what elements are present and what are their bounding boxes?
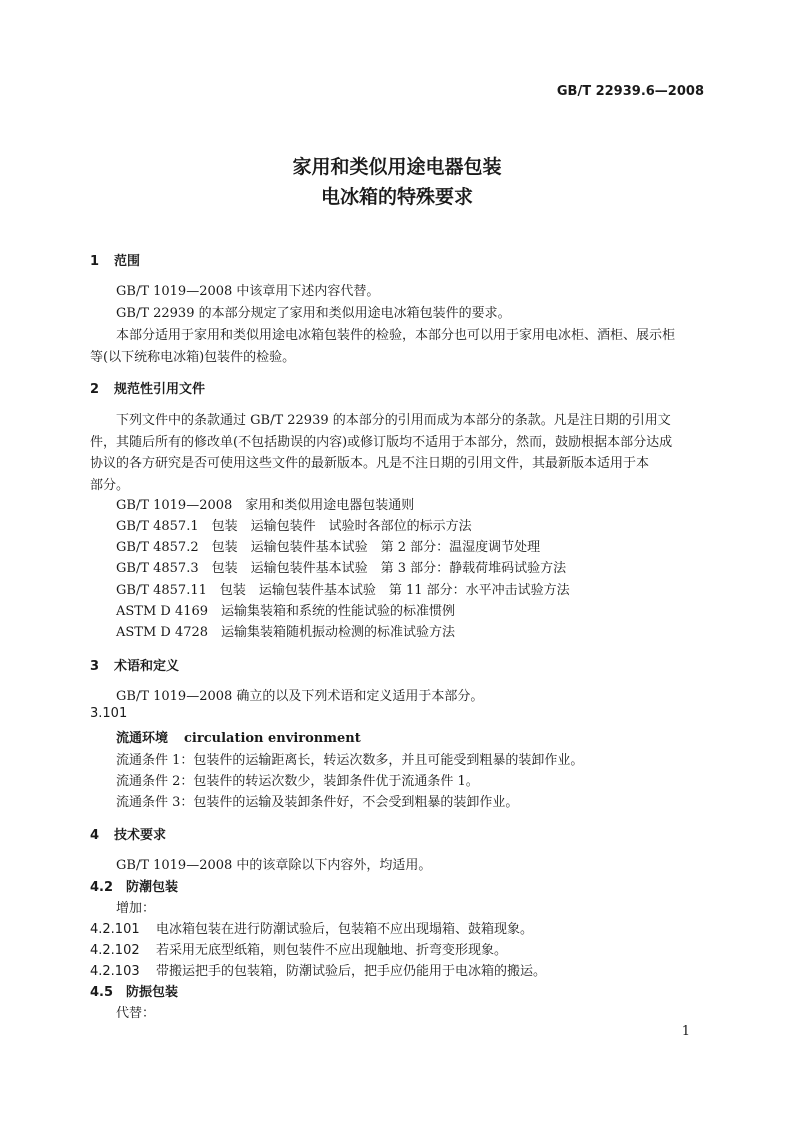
reference-item: GB/T 4857.1 包装 运输包装件 试验时各部位的标示方法 bbox=[116, 519, 472, 534]
term-chinese: 流通环境 bbox=[116, 731, 169, 746]
clause-item bbox=[90, 918, 533, 937]
section-title: 规范性引用文件 bbox=[114, 382, 206, 397]
reference-item: GB/T 4857.3 包装 运输包装件基本试验 第 3 部分：静载荷堆码试验方法 bbox=[116, 561, 567, 576]
section-2-heading bbox=[90, 378, 205, 397]
section-title: 防潮包装 bbox=[126, 880, 179, 895]
reference-item: GB/T 1019—2008 家用和类似用途电器包装通则 bbox=[116, 498, 415, 513]
paragraph: 协议的各方研究是否可使用这些文件的最新版本。凡是不注日期的引用文件，其最新版本适用于本 bbox=[90, 456, 650, 471]
paragraph: 部分。 bbox=[90, 478, 130, 493]
clause-text: 若采用无底型纸箱，则包装件不应出现触地、折弯变形现象。 bbox=[156, 943, 508, 958]
reference-item: GB/T 4857.2 包装 运输包装件基本试验 第 2 部分：温湿度调节处理 bbox=[116, 540, 541, 555]
term-number: 3.101 bbox=[90, 706, 128, 721]
section-title: 术语和定义 bbox=[114, 659, 180, 674]
section-4-heading bbox=[90, 824, 166, 843]
paragraph: GB/T 1019—2008 中的该章除以下内容外，均适用。 bbox=[116, 858, 432, 873]
section-number: 4.5 bbox=[90, 985, 114, 1000]
reference-item: ASTM D 4728 运输集装箱随机振动检测的标准试验方法 bbox=[116, 625, 456, 640]
paragraph: 代替： bbox=[116, 1006, 156, 1021]
definition-line: 流通条件 2：包装件的转运次数少，装卸条件优于流通条件 1。 bbox=[116, 774, 479, 789]
definition-line: 流通条件 1：包装件的运输距离长，转运次数多，并且可能受到粗暴的装卸作业。 bbox=[116, 753, 584, 768]
section-title: 范围 bbox=[114, 254, 141, 269]
section-number: 4 bbox=[90, 828, 100, 843]
clause-number: 4.2.101 bbox=[90, 922, 140, 937]
document-title-line1: 家用和类似用途电器包装 bbox=[292, 156, 502, 178]
term-entry bbox=[116, 727, 361, 746]
paragraph: 增加： bbox=[116, 901, 156, 916]
section-1-heading bbox=[90, 250, 140, 269]
paragraph: 等(以下统称电冰箱)包装件的检验。 bbox=[90, 350, 296, 365]
paragraph: GB/T 22939 的本部分规定了家用和类似用途电冰箱包装件的要求。 bbox=[116, 306, 511, 321]
paragraph: 本部分适用于家用和类似用途电冰箱包装件的检验，本部分也可以用于家用电冰柜、酒柜、展示柜 bbox=[116, 328, 676, 343]
term-english: circulation environment bbox=[184, 731, 361, 746]
subsection-4-5-heading bbox=[90, 981, 178, 1000]
paragraph: GB/T 1019—2008 中该章用下述内容代替。 bbox=[116, 284, 380, 299]
clause-text: 带搬运把手的包装箱，防潮试验后，把手应仍能用于电冰箱的搬运。 bbox=[156, 964, 547, 979]
section-title: 技术要求 bbox=[114, 828, 167, 843]
clause-text: 电冰箱包装在进行防潮试验后，包装箱不应出现塌箱、鼓箱现象。 bbox=[156, 922, 534, 937]
clause-item bbox=[90, 939, 507, 958]
section-3-heading bbox=[90, 655, 179, 674]
paragraph: 件，其随后所有的修改单(不包括勘误的内容)或修订版均不适用于本部分，然而，鼓励根据本部分达成 bbox=[90, 435, 673, 450]
standard-number: GB/T 22939.6—2008 bbox=[556, 84, 704, 99]
page-number: 1 bbox=[681, 1024, 690, 1039]
clause-number: 4.2.102 bbox=[90, 943, 140, 958]
reference-item: GB/T 4857.11 包装 运输包装件基本试验 第 11 部分：水平冲击试验方法 bbox=[116, 583, 570, 598]
paragraph: 下列文件中的条款通过 GB/T 22939 的本部分的引用而成为本部分的条款。凡是注日期的引用文 bbox=[116, 413, 671, 428]
section-number: 4.2 bbox=[90, 880, 114, 895]
paragraph: GB/T 1019—2008 确立的以及下列术语和定义适用于本部分。 bbox=[116, 689, 484, 704]
clause-number: 4.2.103 bbox=[90, 964, 140, 979]
section-number: 1 bbox=[90, 254, 100, 269]
section-number: 3 bbox=[90, 659, 100, 674]
clause-item bbox=[90, 960, 546, 979]
subsection-4-2-heading bbox=[90, 876, 178, 895]
section-number: 2 bbox=[90, 382, 100, 397]
definition-line: 流通条件 3：包装件的运输及装卸条件好，不会受到粗暴的装卸作业。 bbox=[116, 795, 519, 810]
section-title: 防振包装 bbox=[126, 985, 179, 1000]
document-title-line2: 电冰箱的特殊要求 bbox=[320, 186, 473, 208]
reference-item: ASTM D 4169 运输集装箱和系统的性能试验的标准惯例 bbox=[116, 604, 456, 619]
